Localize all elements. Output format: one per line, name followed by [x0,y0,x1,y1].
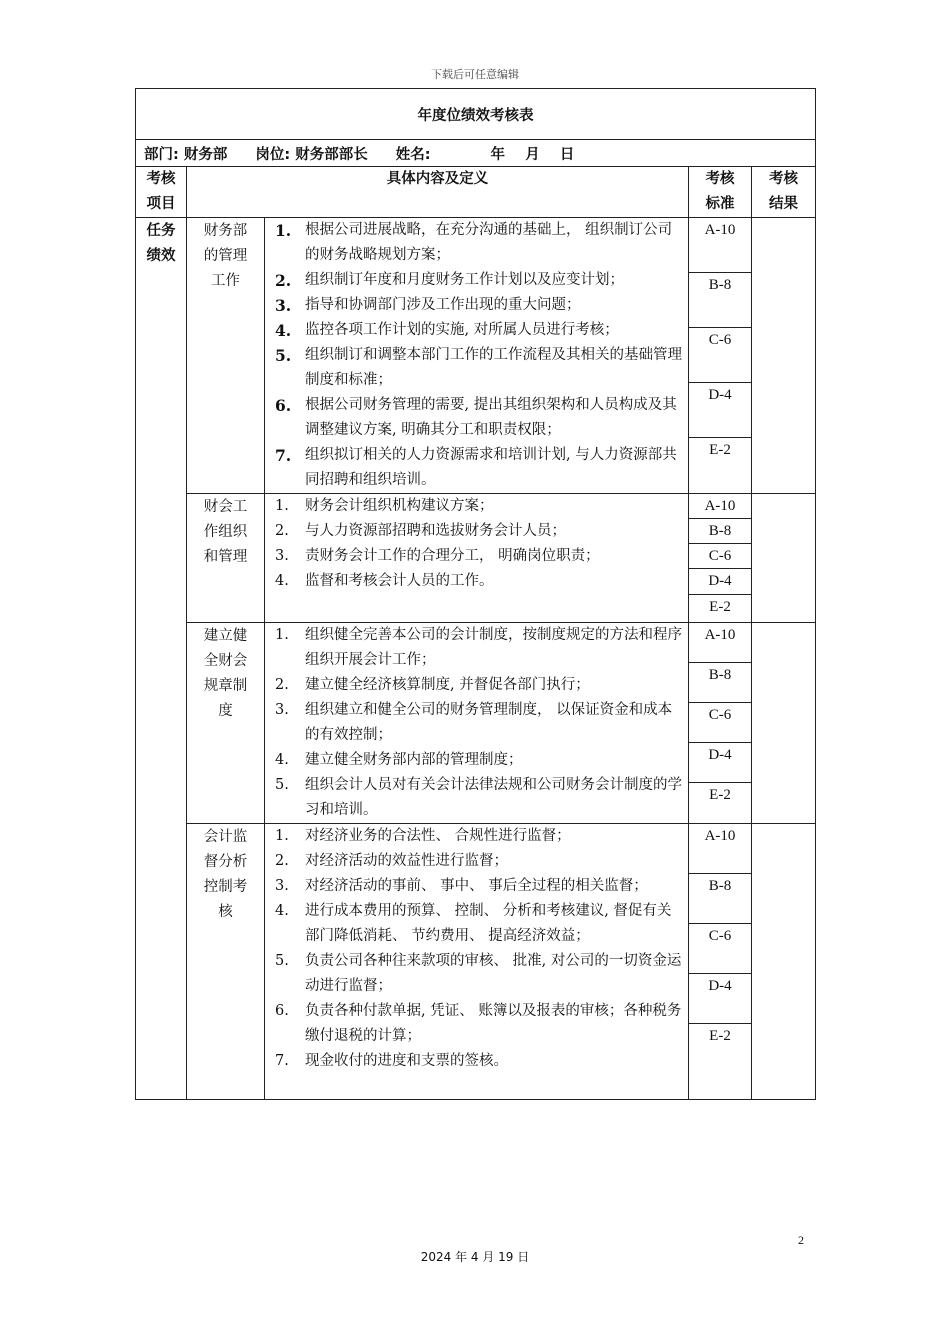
list-item [271,494,682,519]
item-number: 1. [275,221,292,240]
item-number: 3. [275,878,289,894]
item-number: 3. [275,548,289,564]
list-item [271,343,682,393]
item-text: 现金收付的进度和支票的签核。 [305,1053,508,1069]
section-title: 建立健 全财会 规章制 度 [187,623,265,824]
item-text: 根据公司进展战略，在充分沟通的基础上， 组织制订公司的财务战略规划方案； [305,222,673,263]
result-cell[interactable] [752,623,816,824]
list-item [271,773,682,823]
item-number: 2. [275,677,289,693]
grade-cell: E-2 [709,599,731,615]
item-number: 4. [275,573,289,589]
list-item [271,1049,682,1074]
list-item [271,218,682,268]
grade-cell: C-6 [689,703,751,743]
list-item [271,899,682,949]
grade-cell: B-8 [689,273,751,328]
grade-cell: E-2 [709,1028,731,1044]
list-item [271,318,682,343]
item-number: 7. [275,446,292,465]
grade-cell: D-4 [689,743,751,783]
list-item [271,544,682,569]
list-item [271,824,682,849]
grade-cell: B-8 [689,663,751,703]
item-text: 进行成本费用的预算、 控制、 分析和考核建议, 督促有关部门降低消耗、 节约费用、 提高经济效益； [305,903,672,944]
section-title: 财务部 的管理 工作 [187,218,265,494]
section-row [136,824,816,1100]
list-item [271,949,682,999]
item-text: 对经济业务的合法性、 合规性进行监督； [305,828,571,844]
performance-evaluation-table [135,88,816,1100]
list-item [271,569,682,594]
item-text: 指导和协调部门涉及工作出现的重大问题； [305,297,581,313]
section-title: 会计监 督分析 控制考 核 [187,824,265,1100]
column-header-row [136,167,816,218]
section-items [265,494,689,623]
title-row [136,89,816,140]
column-header-result: 考核 结果 [752,167,816,218]
item-number: 6. [275,396,292,415]
grade-cell: D-4 [689,383,751,438]
item-text: 责财务会计工作的合理分工， 明确岗位职责； [305,548,600,564]
list-item [271,443,682,493]
header-note: 下载后可任意编辑 [431,68,519,81]
list-item [271,623,682,673]
grade-cell: B-8 [689,519,751,544]
item-number: 2. [275,853,289,869]
info-cell [136,140,816,167]
item-number: 3. [275,296,292,315]
grade-cell: C-6 [689,924,751,974]
grade-cell: C-6 [689,328,751,383]
item-text: 组织建立和健全公司的财务管理制度， 以保证资金和成本的有效控制； [305,702,673,743]
list-item [271,293,682,318]
grade-cell: A-10 [689,218,751,273]
item-text: 建立健全经济核算制度, 并督促各部门执行； [305,677,590,693]
list-item [271,519,682,544]
item-number: 7. [275,1053,289,1069]
item-text: 对经济活动的效益性进行监督； [305,853,508,869]
item-number: 5. [275,777,289,793]
item-text: 财务会计组织机构建议方案； [305,498,494,514]
list-item [271,673,682,698]
item-text: 负责公司各种往来款项的审核、 批准, 对公司的一切资金运动进行监督； [305,953,682,994]
grade-standards [689,494,752,623]
name-field: 姓名: [395,146,431,163]
item-text: 组织健全完善本公司的会计制度，按制度规定的方法和程序组织开展会计工作； [305,627,682,668]
grade-standards [689,218,752,494]
result-cell[interactable] [752,218,816,494]
item-text: 监控各项工作计划的实施, 对所属人员进行考核； [305,322,619,338]
form-title: 年度位绩效考核表 [136,89,816,140]
result-cell[interactable] [752,824,816,1100]
section-title: 财会工 作组织 和管理 [187,494,265,623]
item-number: 6. [275,1003,289,1019]
item-number: 1. [275,627,289,643]
list-item [271,874,682,899]
item-text: 与人力资源部招聘和选拔财务会计人员； [305,523,566,539]
item-text: 建立健全财务部内部的管理制度； [305,752,523,768]
list-item [271,393,682,443]
page-number: 2 [798,1233,804,1247]
item-number: 1. [275,828,289,844]
item-text: 组织会计人员对有关会计法律法规和公司财务会计制度的学习和培训。 [305,777,682,818]
section-items [265,824,689,1100]
grade-cell: E-2 [709,787,731,803]
list-item [271,268,682,293]
item-text: 组织制订年度和月度财务工作计划以及应变计划； [305,272,624,288]
item-number: 1. [275,498,289,514]
grade-cell: A-10 [689,494,751,519]
item-number: 4. [275,903,289,919]
grade-cell: B-8 [689,874,751,924]
grade-cell: A-10 [689,623,751,663]
item-text: 根据公司财务管理的需要, 提出其组织架构和人员构成及其调整建议方案, 明确其分工和职责权限； [305,397,677,438]
footer-date: 2024 年 4 月 19 日 [420,1250,530,1264]
item-text: 组织拟订相关的人力资源需求和培训计划, 与人力资源部共同招聘和组织培训。 [305,447,677,488]
department-field: 部门: 财务部 [144,146,228,163]
date-field: 年 月 日 [490,146,575,163]
item-text: 对经济活动的事前、 事中、 事后全过程的相关监督； [305,878,648,894]
item-number: 5. [275,953,289,969]
section-items [265,623,689,824]
item-number: 4. [275,752,289,768]
section-items [265,218,689,494]
column-header-standard: 考核 标准 [689,167,752,218]
grade-cell: E-2 [709,442,731,458]
item-text: 组织制订和调整本部门工作的工作流程及其相关的基础管理制度和标准； [305,347,682,388]
section-row [136,623,816,824]
list-item [271,748,682,773]
item-number: 2. [275,271,292,290]
list-item [271,698,682,748]
grade-cell: D-4 [689,974,751,1024]
grade-standards [689,623,752,824]
list-item [271,999,682,1049]
item-text: 负责各种付款单据, 凭证、 账簿以及报表的审核；各种税务缴付退税的计算； [305,1003,682,1044]
category-cell: 任务 绩效 [136,218,187,1100]
column-header-item: 考核 项目 [136,167,187,218]
item-number: 5. [275,346,292,365]
grade-cell: D-4 [689,569,751,595]
column-header-content: 具体内容及定义 [187,167,689,218]
section-row [136,218,816,494]
item-number: 3. [275,702,289,718]
position-field: 岗位: 财务部部长 [255,146,368,163]
grade-cell: A-10 [689,824,751,874]
result-cell[interactable] [752,494,816,623]
item-number: 2. [275,523,289,539]
section-row [136,494,816,623]
grade-standards [689,824,752,1100]
info-row [136,140,816,167]
grade-cell: C-6 [689,544,751,569]
item-text: 监督和考核会计人员的工作。 [305,573,494,589]
item-number: 4. [275,321,292,340]
list-item [271,849,682,874]
